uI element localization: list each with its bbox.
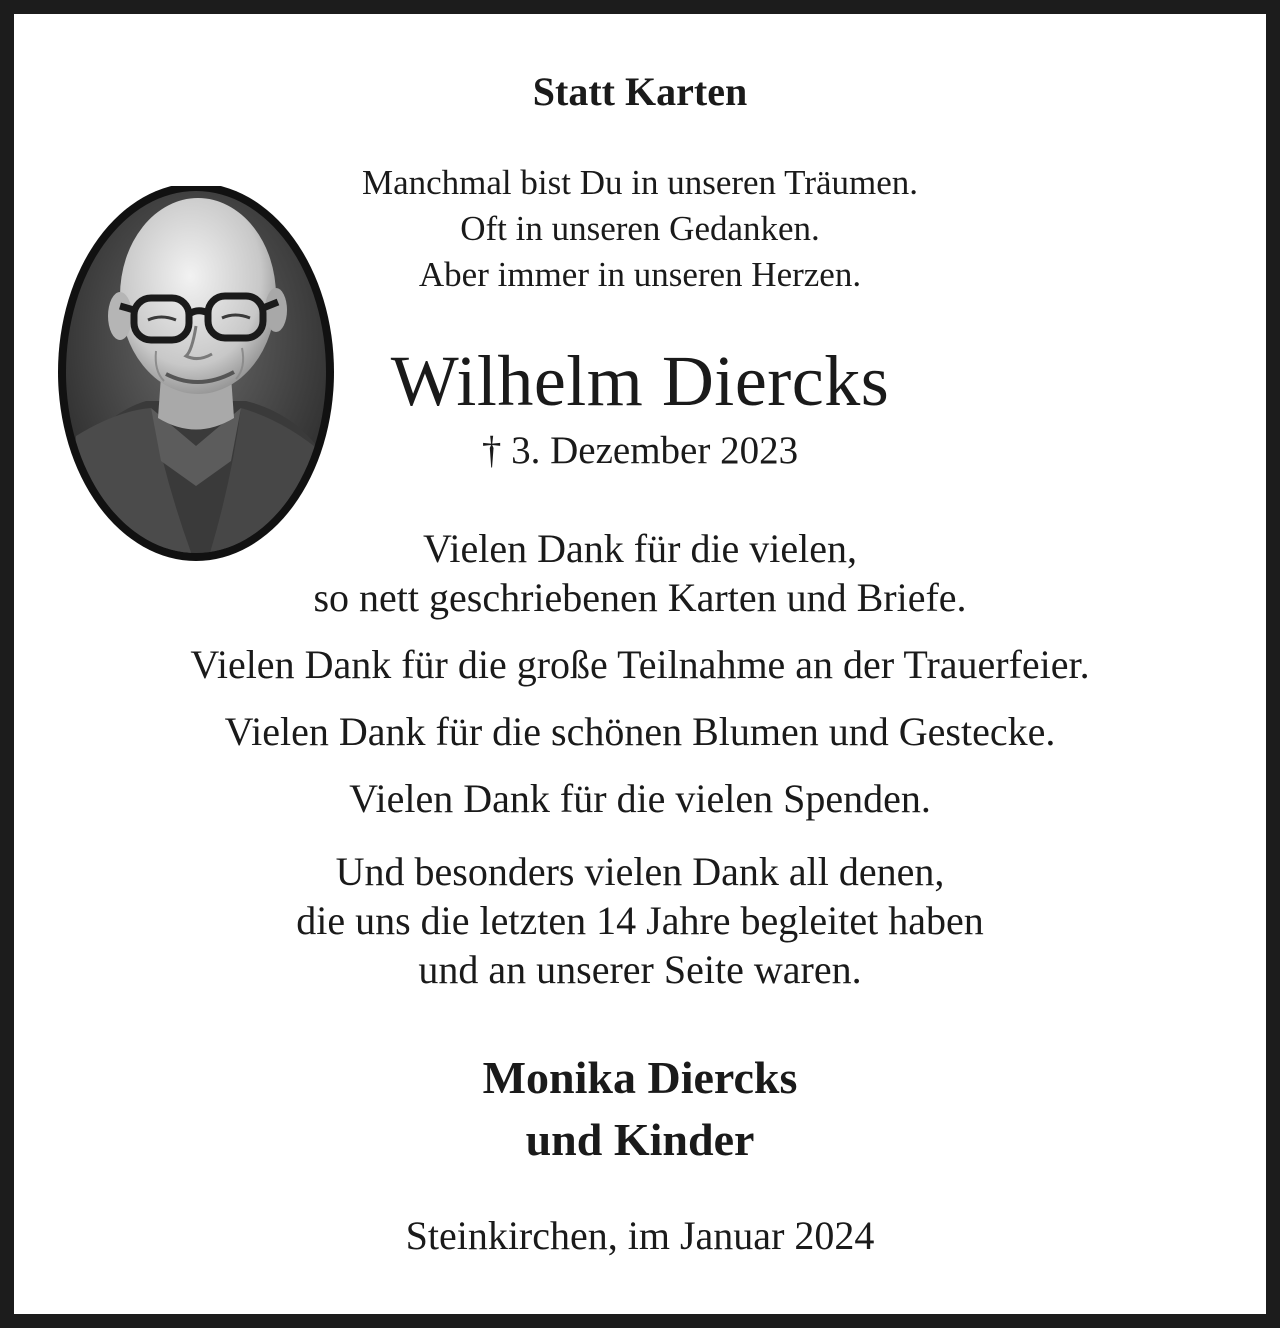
thanks-line-2: so nett geschriebenen Karten und Briefe.	[313, 575, 967, 620]
quote-line-1: Manchmal bist Du in unseren Träumen.	[361, 163, 919, 202]
place-and-date: Steinkirchen, im Januar 2024	[405, 1213, 875, 1258]
quote-line-3: Aber immer in unseren Herzen.	[418, 255, 862, 294]
quote-line-2: Oft in unseren Gedanken.	[460, 209, 820, 248]
death-date: † 3. Dezember 2023	[481, 429, 799, 472]
thanks-line-4: Vielen Dank für die schönen Blumen und Gestecke.	[224, 709, 1056, 754]
signature-family: und Kinder	[525, 1114, 755, 1165]
thanks-line-5: Vielen Dank für die vielen Spenden.	[349, 776, 931, 821]
notice-heading: Statt Karten	[532, 69, 748, 114]
thanks-line-8: und an unserer Seite waren.	[418, 947, 862, 992]
thanks-line-3: Vielen Dank für die große Teilnahme an der Trauerfeier.	[190, 642, 1090, 687]
thanks-line-7: die uns die letzten 14 Jahre begleitet haben	[296, 898, 984, 943]
signature-name: Monika Diercks	[482, 1052, 798, 1103]
deceased-name: Wilhelm Diercks	[390, 341, 890, 421]
thanks-line-6: Und besonders vielen Dank all denen,	[335, 849, 945, 894]
thanks-line-1: Vielen Dank für die vielen,	[422, 526, 858, 571]
